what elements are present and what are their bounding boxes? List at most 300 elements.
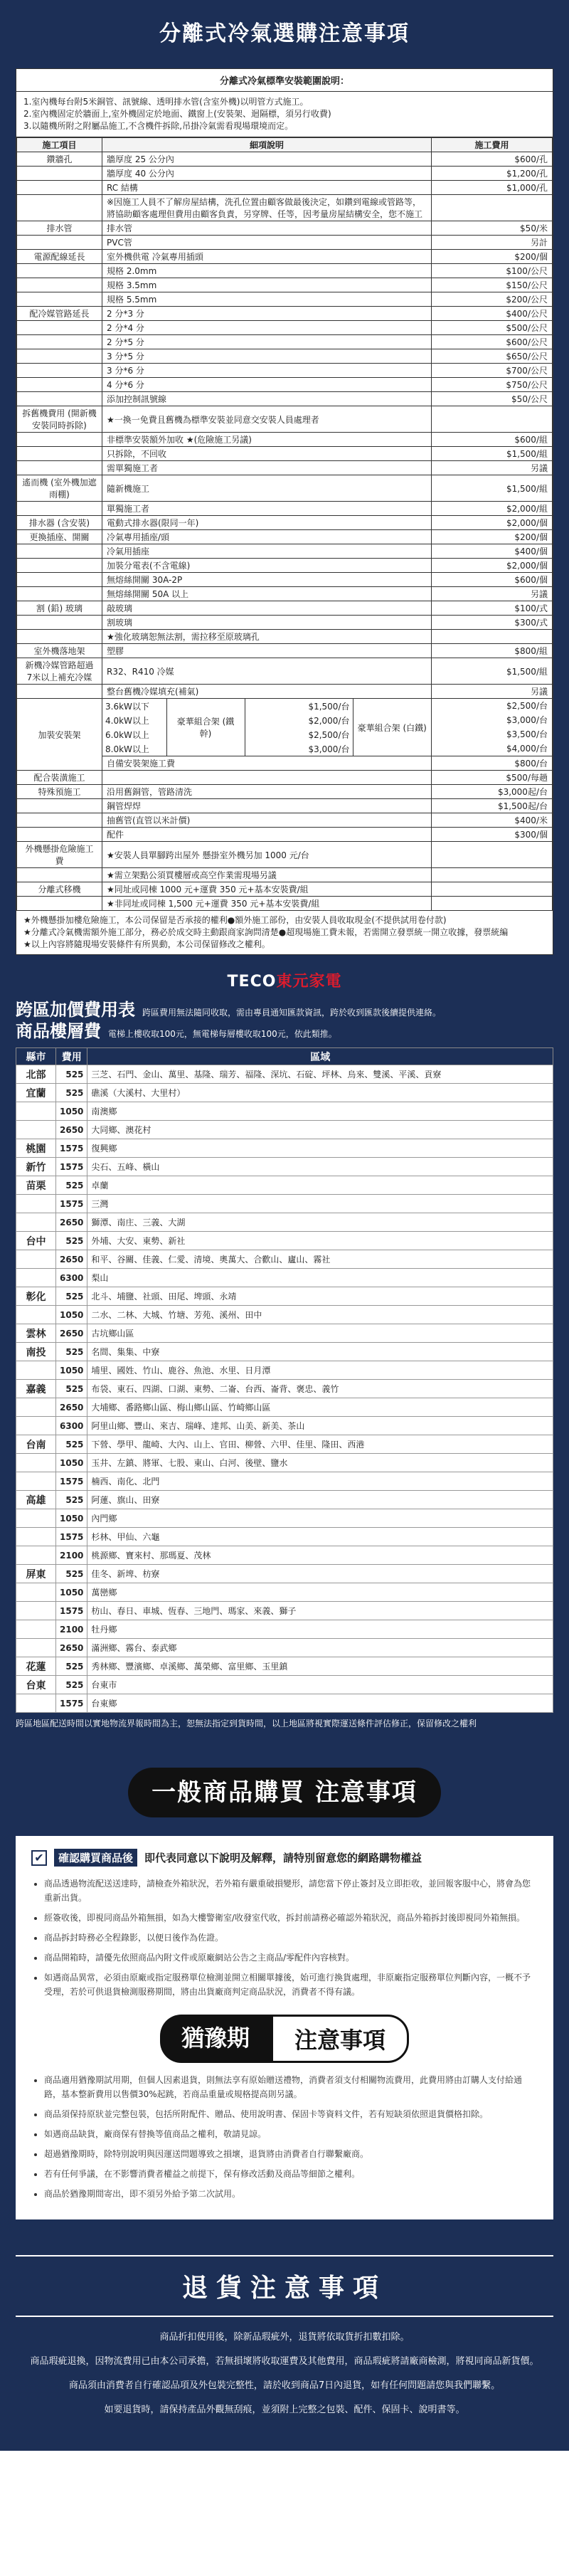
table-cell: 另議 [432, 461, 553, 475]
table-cell [17, 587, 102, 601]
table-row [16, 1213, 553, 1232]
table-cell: $500/每趟 [432, 771, 553, 785]
table-cell: 525 [56, 1380, 87, 1398]
table-row [17, 378, 553, 392]
table-row [17, 392, 553, 406]
table-cell: 嘉義 [16, 1380, 56, 1398]
table-cell: PVC管 [102, 236, 432, 250]
table-cell: 2 分*5 分 [102, 335, 432, 349]
table-cell: 牆厚度 40 公分內 [102, 167, 432, 181]
table-row [16, 1195, 553, 1213]
table-cell: 牆厚度 25 公分內 [102, 152, 432, 167]
table-cell [16, 1398, 56, 1417]
table-cell [432, 868, 553, 882]
table-cell: 整台舊機冷媒填充(補氣) [102, 685, 432, 699]
frame-block [17, 699, 553, 771]
table-row [17, 181, 553, 195]
table-cell: 規格 3.5mm [102, 278, 432, 292]
table-cell [17, 447, 102, 461]
list-item: • 商品適用猶豫期試用期，但個人因素退貨，則無法享有原始贈送禮物，消費者須支付相關物流費用，此費用將由訂購人支付給通路，基本整新費用以售價30%起跳，若商品重量或規格提高則另議。 [44, 2073, 538, 2101]
table-row [17, 828, 553, 842]
table-cell: 南投 [16, 1343, 56, 1361]
returns-section [0, 2234, 569, 2451]
table-cell [16, 1472, 56, 1491]
table-cell [17, 868, 102, 882]
table-cell: $600/孔 [432, 152, 553, 167]
table-cell: 內門鄉 [87, 1509, 553, 1528]
table-row [17, 658, 553, 685]
table-cell: 彰化 [16, 1287, 56, 1306]
table-cell [17, 167, 102, 181]
table-row [16, 1398, 553, 1417]
table-row [17, 699, 553, 756]
table-cell [16, 1121, 56, 1139]
table-cell: 525 [56, 1657, 87, 1676]
table-row [16, 1269, 553, 1287]
table-cell [17, 278, 102, 292]
table-cell [17, 630, 102, 644]
table-cell [17, 573, 102, 587]
hesitation-label: 猶豫期 [160, 2015, 271, 2063]
table-cell: 1575 [56, 1528, 87, 1546]
column-header: 施工費用 [432, 138, 553, 152]
table-cell: 布袋、東石、四湖、口湖、東勢、二崙、台西、崙背、褒忠、義竹 [87, 1380, 553, 1398]
table-row [17, 364, 553, 378]
table-cell [16, 1250, 56, 1269]
table-cell: 1050 [56, 1361, 87, 1380]
footnote-line: ★外機懸掛加樓危險施工，本公司保留是否承接的權利●額外施工部份，由安裝人員收取現金(不提供試用卷付款) [23, 915, 447, 925]
table-cell [16, 1213, 56, 1232]
table-cell: 三芝、石門、金山、萬里、基隆、瑞芳、福隆、深坑、石碇、坪林、烏來、雙溪、平溪、貢寮 [87, 1065, 553, 1084]
list-item: • 商品開箱時，請優先依照商品內附文件或原廠網站公告之主商品/零配件內容核對。 [44, 1951, 538, 1965]
table-cell: 尖石、五峰、橫山 [87, 1158, 553, 1176]
cross-title-row [16, 999, 553, 1020]
table-cell: 1050 [56, 1454, 87, 1472]
table-row [16, 1139, 553, 1158]
table-row [17, 544, 553, 559]
table-cell: 2650 [56, 1398, 87, 1417]
table-row [16, 1509, 553, 1528]
table-cell: $2,000/個 [432, 516, 553, 530]
floor-subtitle: 電梯上樓收取100元，無電梯每層樓收取100元，依此類推。 [108, 1029, 337, 1039]
table-cell: 獅潭、南庄、三義、大湖 [87, 1213, 553, 1232]
table-cell: 更換插座、開關 [17, 530, 102, 544]
table-cell [16, 1583, 56, 1602]
list-item: • 商品須保持原狀並完整包裝，包括所附配件、贈品、使用說明書、保固卡等資料文件，若有短缺須依照退貨價格扣除。 [44, 2107, 538, 2121]
install-price-table [16, 137, 553, 911]
table-cell: 525 [56, 1676, 87, 1694]
table-cell: 大同鄉、澳花村 [87, 1121, 553, 1139]
table-cell [17, 813, 102, 828]
table-cell: 滿洲鄉、霧台、泰武鄉 [87, 1639, 553, 1657]
table-cell: 豪華組合架 (白鐵) [353, 699, 431, 756]
column-header: 區域 [87, 1048, 553, 1065]
table-cell: 6300 [56, 1417, 87, 1435]
table-cell: 525 [56, 1232, 87, 1250]
table-cell: 525 [56, 1065, 87, 1084]
table-cell: $2,500/台 [308, 729, 350, 740]
table-cell [17, 616, 102, 630]
table-cell [16, 1546, 56, 1565]
cross-title-block [16, 999, 553, 1047]
table-cell: 2650 [56, 1250, 87, 1269]
table-row [16, 1472, 553, 1491]
table-row [16, 1639, 553, 1657]
table-cell: 高雄 [16, 1491, 56, 1509]
table-cell: $800/台 [432, 756, 553, 771]
table-row [16, 1583, 553, 1602]
table-row [17, 321, 553, 335]
list-item: • 商品於猶豫期間寄出，即不須另外給予第二次試用。 [44, 2187, 538, 2201]
table-cell: 525 [56, 1435, 87, 1454]
table-cell [16, 1195, 56, 1213]
column-header: 縣市 [16, 1048, 56, 1065]
table-row [16, 1065, 553, 1084]
teco-logo-sub: 東元家電 [276, 972, 342, 991]
table-cell: 1575 [56, 1472, 87, 1491]
table-row [17, 868, 553, 882]
install-section [0, 68, 569, 961]
table-row [16, 1602, 553, 1620]
table-cell: 牡丹鄉 [87, 1620, 553, 1639]
table-cell: 無熔絲開關 50A 以上 [102, 587, 432, 601]
table-row [16, 1343, 553, 1361]
cross-region-section [0, 961, 569, 1739]
table-cell: 遙而機 (室外機加遮雨棚) [17, 475, 102, 502]
table-cell: $600/公尺 [432, 335, 553, 349]
table-row [17, 433, 553, 447]
table-cell: 鋼管焊焊 [102, 799, 432, 813]
table-cell: 名間、集集、中寮 [87, 1343, 553, 1361]
table-cell: 二水、二林、大城、竹塘、芳苑、溪州、田中 [87, 1306, 553, 1324]
table-cell: 525 [56, 1084, 87, 1102]
table-cell: 2 分*4 分 [102, 321, 432, 335]
table-cell: 抽舊管(直管以米計價) [102, 813, 432, 828]
table-cell [16, 1694, 56, 1713]
confirm-label: 確認購買商品後 [54, 1849, 137, 1867]
table-cell: 電源配線延長 [17, 250, 102, 264]
table-cell: 8.0kW以上 [105, 744, 149, 754]
table-cell: 萬巒鄉 [87, 1583, 553, 1602]
table-cell: 鑽牆孔 [17, 152, 102, 167]
table-cell: ※因施工人員不了解房屋結構，洗孔位置由顧客做最後決定，如鑽到電線或管路等，將協助顧客處理但費用由顧客負責，另穿牌、任等，因考量房屋結構安全，您不施工 [102, 195, 432, 221]
table-cell: 2650 [56, 1121, 87, 1139]
table-cell [16, 1639, 56, 1657]
table-cell [17, 364, 102, 378]
table-row [17, 685, 553, 699]
returns-title: 退貨注意事項 [16, 2255, 553, 2317]
table-row [16, 1102, 553, 1121]
table-cell: 電動式排水器(限同一年) [102, 516, 432, 530]
table-cell: 佳冬、新埤、枋寮 [87, 1565, 553, 1583]
table-cell: 冷氣專用插座/頭 [102, 530, 432, 544]
table-cell: 自備安裝架施工費 [102, 756, 432, 771]
table-cell: 非標準安裝額外加收 ★(危險施工另議) [102, 433, 432, 447]
table-cell: 埔里、國姓、竹山、鹿谷、魚池、水里、日月潭 [87, 1361, 553, 1380]
table-row [17, 461, 553, 475]
table-row [17, 842, 553, 868]
table-row [17, 349, 553, 364]
table-cell: 室外機落地架 [17, 644, 102, 658]
table-cell: 4.0kW以上 [105, 715, 149, 726]
table-row [17, 771, 553, 785]
table-cell: 1050 [56, 1583, 87, 1602]
table-cell: 1575 [56, 1602, 87, 1620]
table-cell: 單獨施工者 [102, 502, 432, 516]
checkbox-icon: ✔ [31, 1850, 47, 1866]
table-row [17, 799, 553, 813]
table-row [17, 406, 553, 433]
table-row [17, 530, 553, 544]
table-row [17, 502, 553, 516]
table-cell: $200/個 [432, 250, 553, 264]
table-cell: 配件 [102, 828, 432, 842]
table-row [16, 1380, 553, 1398]
table-row [16, 1084, 553, 1102]
table-cell: $2,000/個 [432, 559, 553, 573]
table-cell: $2,000/台 [308, 715, 350, 726]
table-cell: 6300 [56, 1269, 87, 1287]
list-item: • 商品透過物流配送送達時，請檢查外箱狀況，若外箱有嚴重破損變形，請您當下停止簽封及立即拒收，並回報客服中心，將會為您重新出貨。 [44, 1876, 538, 1905]
general-section [0, 1739, 569, 2234]
table-cell [432, 195, 553, 221]
install-notes [16, 92, 553, 137]
table-row [17, 785, 553, 799]
table-cell: $700/公尺 [432, 364, 553, 378]
list-item: • 如遇商品異常，必須由原廠或指定服務單位檢測並開立相關單據後，始可進行換貨處理，非原廠指定服務單位判斷內容，一概不予受理，若於可供退貨檢測服務期間，將由出貨廠商判定商品狀況，消費者不得有議。 [44, 1970, 538, 1999]
table-cell: $200/公尺 [432, 292, 553, 307]
list-item: • 經簽收後，即視同商品外箱無損，如為大樓警衛室/收發室代收，拆封前請務必確認外箱狀況，商品外箱拆封後即視同外箱無損。 [44, 1911, 538, 1925]
table-cell: 拆舊機費用 (開新機安裝同時拆除) [17, 406, 102, 433]
table-cell: $400/公尺 [432, 307, 553, 321]
table-cell [17, 292, 102, 307]
table-cell: 配合裝潢施工 [17, 771, 102, 785]
table-cell: 4 分*6 分 [102, 378, 432, 392]
table-cell: 玉井、左鎮、將軍、七股、東山、白河、後壁、鹽水 [87, 1454, 553, 1472]
table-cell [16, 1602, 56, 1620]
table-cell: $1,500/組 [432, 475, 553, 502]
table-row [16, 1361, 553, 1380]
table-cell: $200/個 [432, 530, 553, 544]
table-cell [17, 461, 102, 475]
floor-title-row [16, 1020, 553, 1042]
table-cell: $650/公尺 [432, 349, 553, 364]
table-cell: 屏東 [16, 1565, 56, 1583]
table-cell: $3,000/台 [506, 715, 548, 725]
sheet-title: 分離式冷氣標準安裝範圍說明： [16, 69, 553, 92]
table-cell: 阿里山鄉、豐山、來吉、瑞峰、達邦、山美、新美、茶山 [87, 1417, 553, 1435]
column-header: 細項說明 [102, 138, 432, 152]
page-title: 分離式冷氣選購注意事項 [0, 0, 569, 68]
table-row [17, 236, 553, 250]
table-cell: $300/個 [432, 828, 553, 842]
table-cell: 台中 [16, 1232, 56, 1250]
table-cell: $3,000起/台 [432, 785, 553, 799]
table-cell [16, 1306, 56, 1324]
column-header: 費用 [56, 1048, 87, 1065]
table-row [17, 152, 553, 167]
table-cell: 敲玻璃 [102, 601, 432, 616]
table-cell: $300/式 [432, 616, 553, 630]
table-cell: 配冷媒管路延長 [17, 307, 102, 321]
confirm-row [31, 1849, 538, 1867]
table-cell: $600/個 [432, 573, 553, 587]
table-cell: $750/公尺 [432, 378, 553, 392]
table-row [17, 195, 553, 221]
table-row [16, 1176, 553, 1195]
table-cell: 楠西、南化、北門 [87, 1472, 553, 1491]
floor-title: 商品樓層費 [16, 1021, 101, 1041]
teco-logo-mark: TECO [227, 972, 277, 991]
table-cell: 北斗、埔鹽、社頭、田尾、埤頭、永靖 [87, 1287, 553, 1306]
list-item: • 若有任何爭議，在不影響消費者權益之前提下，保有修改活動及商品等細節之權利。 [44, 2167, 538, 2181]
table-row [17, 292, 553, 307]
table-cell: 2650 [56, 1639, 87, 1657]
returns-line: 商品瑕疵退換，因物流費用已由本公司承擔，若無損壞將收取運費及其他費用，商品瑕疵將請廠商檢測，將視同商品新貨價。 [30, 2356, 539, 2367]
table-cell: 新機冷媒管路超過 7米以上補充冷媒 [17, 658, 102, 685]
table-cell: 台東鄉 [87, 1694, 553, 1713]
table-cell: R32、R410 冷媒 [102, 658, 432, 685]
table-cell: 1050 [56, 1509, 87, 1528]
table-cell: 大埔鄉、番路鄉山區、梅山鄉山區、竹崎鄉山區 [87, 1398, 553, 1417]
table-cell [16, 1509, 56, 1528]
list-item: • 商品拆封時務必全程錄影，以便日後作為佐證。 [44, 1931, 538, 1945]
hesitation-list [31, 2073, 538, 2201]
table-cell: $500/公尺 [432, 321, 553, 335]
table-cell [432, 406, 553, 433]
table-cell: 室外機供電 冷氣專用插頭 [102, 250, 432, 264]
table-cell: 另議 [432, 587, 553, 601]
table-cell: 卓蘭 [87, 1176, 553, 1195]
table-cell: 2650 [56, 1213, 87, 1232]
table-row [17, 335, 553, 349]
table-row [16, 1417, 553, 1435]
table-cell: 2650 [56, 1324, 87, 1343]
region-note: 跨區地區配送時間以實地物流界報時間為主，恕無法指定到貨時間，以上地區將視實際運送條件評估修正，保留修改之權利 [16, 1719, 477, 1728]
table-row [16, 1546, 553, 1565]
table-cell: 阿蓮、旗山、田寮 [87, 1491, 553, 1509]
table-cell: 復興鄉 [87, 1139, 553, 1158]
table-cell: 台南 [16, 1435, 56, 1454]
table-row [16, 1158, 553, 1176]
table-cell: 排水管 [102, 221, 432, 236]
region-fee-table [16, 1047, 553, 1713]
table-cell: $2,500/台 [506, 701, 548, 711]
table-cell [17, 559, 102, 573]
table-row [16, 1232, 553, 1250]
table-row [17, 278, 553, 292]
table-cell: 1575 [56, 1694, 87, 1713]
table-row [16, 1657, 553, 1676]
table-cell [16, 1417, 56, 1435]
note-line: 2.室內機固定於牆面上,室外機固定於地面、鐵窗上(安裝架、迴隔標，須另行收費) [23, 109, 331, 119]
table-cell: 外埔、大安、東勢、新社 [87, 1232, 553, 1250]
table-cell: 3 分*5 分 [102, 349, 432, 364]
table-row [16, 1454, 553, 1472]
table-row [17, 587, 553, 601]
table-cell [16, 1620, 56, 1639]
table-cell [17, 433, 102, 447]
table-cell [17, 195, 102, 221]
region-rows [16, 1065, 553, 1713]
table-cell: $100/式 [432, 601, 553, 616]
table-cell: 花蓮 [16, 1657, 56, 1676]
table-row [17, 475, 553, 502]
table-cell [17, 502, 102, 516]
table-cell: 另計 [432, 236, 553, 250]
install-rows [17, 152, 553, 699]
table-cell [17, 799, 102, 813]
list-item: • 如遇商品缺貨，廠商保有替換等值商品之權利，敬請見諒。 [44, 2127, 538, 2141]
table-row [16, 1565, 553, 1583]
teco-header [16, 961, 553, 999]
table-cell: ★一換一免費且舊機為標準安裝並同意交安裝人員處理者 [102, 406, 432, 433]
table-cell: 3.6kW以下 [105, 701, 149, 712]
table-cell: $4,000/台 [506, 744, 548, 754]
table-cell [16, 1454, 56, 1472]
table-cell: RC 結構 [102, 181, 432, 195]
table-row [17, 882, 553, 897]
table-cell: $1,200/孔 [432, 167, 553, 181]
table-cell: 塑膠 [102, 644, 432, 658]
table-cell [17, 544, 102, 559]
table-cell: 另議 [432, 685, 553, 699]
table-cell: $3,000/台 [308, 744, 350, 754]
table-row [16, 1324, 553, 1343]
table-cell [17, 264, 102, 278]
table-cell: $50/米 [432, 221, 553, 236]
general-list [31, 1876, 538, 1999]
table-cell [432, 842, 553, 868]
table-cell: 525 [56, 1565, 87, 1583]
table-row [16, 1620, 553, 1639]
table-cell: $1,500/台 [308, 701, 350, 712]
table-cell: ★安裝人員單腳跨出屋外 懸掛室外機另加 1000 元/台 [102, 842, 432, 868]
returns-lines [16, 2326, 553, 2422]
table-cell: 1575 [56, 1139, 87, 1158]
table-cell: 桃源鄉、寶來村、那瑪夏、茂林 [87, 1546, 553, 1565]
returns-line: 商品折扣使用後，除新品瑕疵外，退貨將依取貨折扣數扣除。 [159, 2332, 410, 2343]
table-cell [17, 349, 102, 364]
teco-logo [228, 969, 342, 991]
returns-line: 如要退貨時，請保持產品外觀無刮痕，並須附上完整之包裝、配件、保固卡、說明書等。 [104, 2405, 465, 2415]
table-cell [432, 699, 553, 756]
table-cell: 宜蘭 [16, 1084, 56, 1102]
table-cell: 豪華組合架 (鐵幹) [166, 699, 245, 756]
table-cell: 無熔絲開關 30A-2P [102, 573, 432, 587]
table-cell [17, 321, 102, 335]
table-row [17, 447, 553, 461]
table-row [17, 264, 553, 278]
table-cell [432, 882, 553, 897]
column-header: 施工項目 [17, 138, 102, 152]
table-cell: 1575 [56, 1158, 87, 1176]
table-cell: 排水管 [17, 221, 102, 236]
table-cell: $1,500/組 [432, 658, 553, 685]
table-cell: 苗栗 [16, 1176, 56, 1195]
table-cell: 沿用舊銅管，管路清洗 [102, 785, 432, 799]
table-row [17, 167, 553, 181]
table-row [17, 813, 553, 828]
table-cell: 下營、學甲、龍崎、大內、山上、官田、柳營、六甲、佳里、隆田、西港 [87, 1435, 553, 1454]
table-cell: 1575 [56, 1195, 87, 1213]
list-item: • 超過猶豫期時，除特別說明與因運送問題導致之損壞，退貨將由消費者自行聯繫廠商。 [44, 2147, 538, 2161]
table-cell [17, 236, 102, 250]
table-cell: 隨新機施工 [102, 475, 432, 502]
table-cell [16, 1361, 56, 1380]
table-cell: 2100 [56, 1620, 87, 1639]
table-cell: 桃園 [16, 1139, 56, 1158]
